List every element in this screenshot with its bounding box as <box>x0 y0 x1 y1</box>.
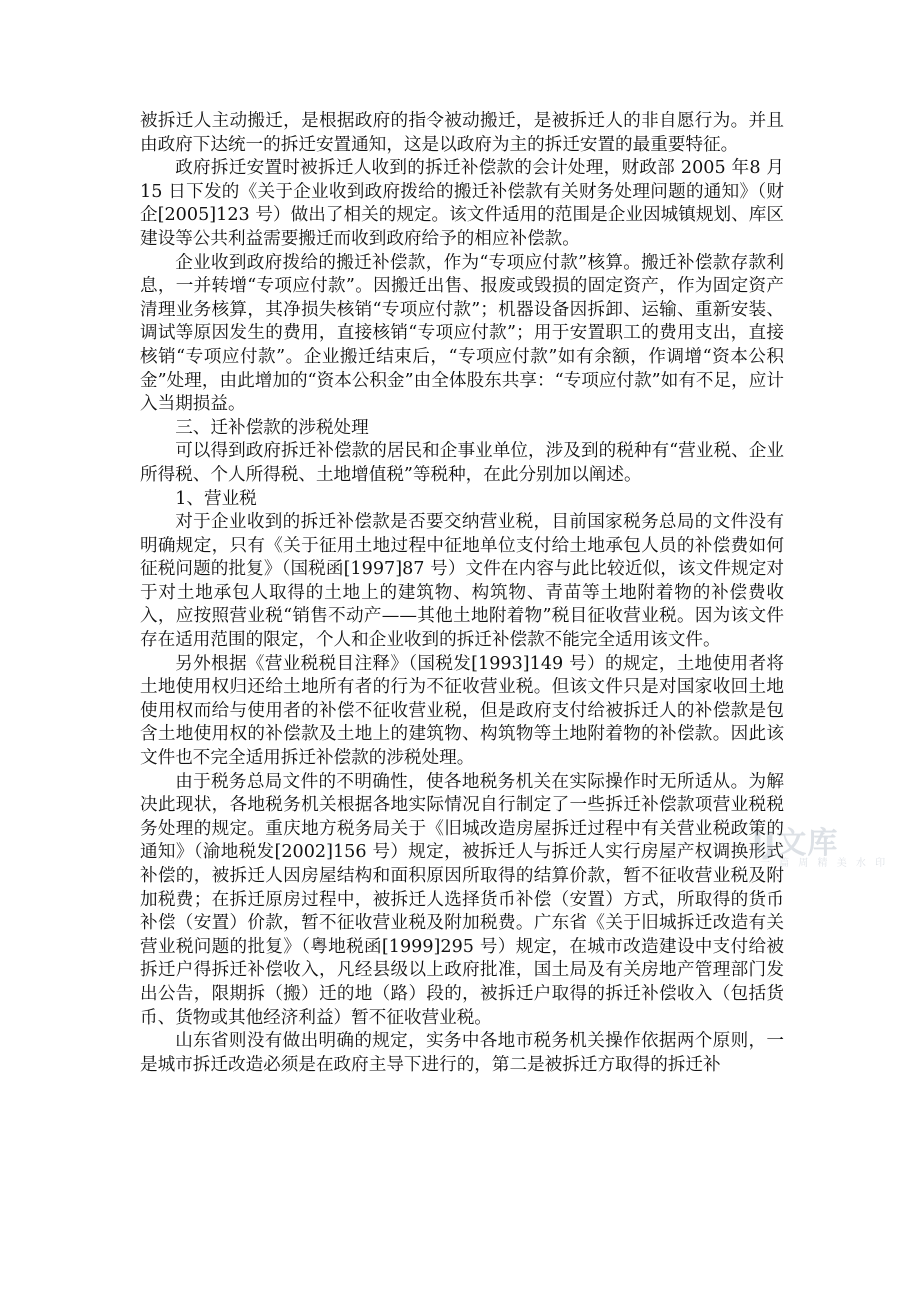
subheading-business-tax: 1、营业税 <box>175 488 257 509</box>
paragraph-accounting-notice: 政府拆迁安置时被拆迁人收到的拆迁补偿款的会计处理，财政部 2005 年8 月 15 日下发的《关于企业收到政府拨给的搬迁补偿款有关财务处理问题的通知》（财企[2005]123 号）做出了相关的规定。该文件适用的范围是企业因城镇规划、库区建设等公共利益需要搬迁而收到政府给予的相应补偿款。 <box>140 158 784 249</box>
section-heading-tax-handling: 三、迁补偿款的涉税处理 <box>175 417 369 438</box>
paragraph-tax-item-notes: 另外根据《营业税税目注释》（国税发[1993]149 号）的规定，土地使用者将土地使用权归还给土地所有者的行为不征收营业税。但该文件只是对国家收回土地使用权而给与使用者的补偿不征收营业税，但是政府支付给被拆迁人的补偿款是包含土地使用权的补偿款及土地上的建筑物、构筑物等土地附着物的补偿款。因此该文件也不完全适用拆迁补偿款的涉税处理。 <box>140 653 784 769</box>
paragraph-continuation: 被拆迁人主动搬迁，是根据政府的指令被动搬迁，是被拆迁人的非自愿行为。并且由政府下达统一的拆迁安置通知，这是以政府为主的拆迁安置的最重要特征。 <box>140 111 784 155</box>
paragraph-shandong: 山东省则没有做出明确的规定，实务中各地市税务机关操作依据两个原则，一是城市拆迁改造必须是在政府主导下进行的，第二是被拆迁方取得的拆迁补 <box>140 1031 784 1075</box>
paragraph-business-tax-rules: 对于企业收到的拆迁补偿款是否要交纳营业税，目前国家税务总局的文件没有明确规定，只有《关于征用土地过程中征地单位支付给土地承包人员的补偿费如何征税问题的批复》（国税函[1997]87 号）文件在内容与此比较近似，该文件规定对于对土地承包人取得的土地上的建筑物、构筑物、青苗等土地附着物的补偿费收入，应按照营业税“销售不动产——其他土地附着物”税目征收营业税。因为该文件存在适用范围的限定，个人和企业收到的拆迁补偿款不能完全适用该文件。 <box>140 512 784 651</box>
paragraph-tax-types: 可以得到政府拆迁补偿款的居民和企事业单位，涉及到的税种有“营业税、企业所得税、个人所得税、土地增值税”等税种，在此分别加以阐述。 <box>140 441 784 485</box>
watermark-sub-text: 一 篇 周 精 美 水 印 <box>760 858 889 869</box>
watermark-main-text: IJ文库 <box>752 826 839 861</box>
paragraph-special-payable: 企业收到政府拨给的搬迁补偿款，作为“专项应付款”核算。搬迁补偿款存款利息，一并转增“专项应付款”。因搬迁出售、报废或毁损的固定资产，作为固定资产清理业务核算，其净损失核销“专项应付款”；机器设备因拆卸、运输、重新安装、调试等原因发生的费用，直接核销“专项应付款”；用于安置职工的费用支出，直接核销“专项应付款”。企业搬迁结束后，“专项应付款”如有余额，作调增“资本公积金”处理，由此增加的“资本公积金”由全体股东共享：“专项应付款”如有不足，应计入当期损益。 <box>140 252 784 415</box>
document-body <box>140 110 784 1077</box>
paragraph-local-regulations: 由于税务总局文件的不明确性，使各地税务机关在实际操作时无所适从。为解决此现状，各地税务机关根据各地实际情况自行制定了一些拆迁补偿款项营业税税务处理的规定。重庆地方税务局关于《旧城改造房屋拆迁过程中有关营业税政策的通知》（渝地税发[2002]156 号）规定，被拆迁人与拆迁人实行房屋产权调换形式补偿的，被拆迁人因房屋结构和面积原因所取得的结算价款，暂不征收营业税及附加税费；在拆迁原房过程中，被拆迁人选择货币补偿（安置）方式，所取得的货币补偿（安置）价款，暂不征收营业税及附加税费。广东省《关于旧城拆迁改造有关营业税问题的批复》（粤地税函[1999]295 号）规定，在城市改造建设中支付给被拆迁户得拆迁补偿收入，凡经县级以上政府批准，国土局及有关房地产管理部门发出公告，限期拆（搬）迁的地（路）段的，被拆迁户取得的拆迁补偿收入（包括货币、货物或其他经济利益）暂不征收营业税。 <box>140 771 784 1028</box>
